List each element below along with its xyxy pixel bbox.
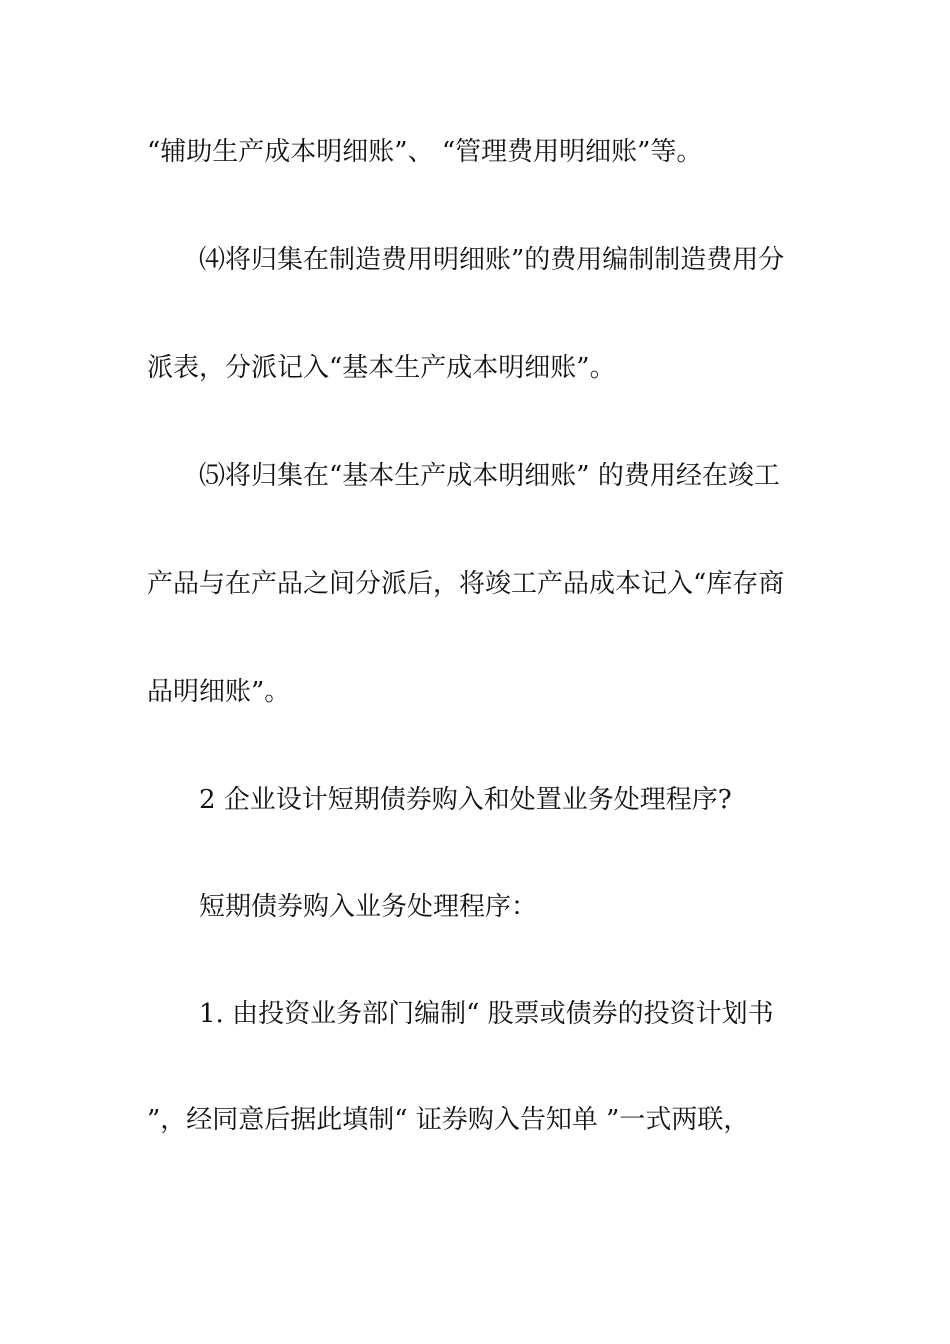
subheading: 短期债券购入业务处理程序： <box>199 892 538 922</box>
text-line-1: “辅助生产成本明细账”、 “管理费用明细账”等。 <box>147 137 703 167</box>
text-line-3: 派表，分派记入“基本生产成本明细账”。 <box>147 353 616 383</box>
text-line-4: ⑸将归集在“基本生产成本明细账” 的费用经在竣工 <box>199 461 780 491</box>
text-line-10: ”，经同意后据此填制“ 证券购入告知单 ”一式两联， <box>147 1105 750 1135</box>
section-heading: 2 企业设计短期债券购入和处置业务处理程序? <box>199 785 732 815</box>
text-line-2: ⑷将归集在制造费用明细账”的费用编制制造费用分 <box>199 245 785 275</box>
text-line-6: 品明细账”。 <box>147 677 291 707</box>
text-line-5: 产品与在产品之间分派后，将竣工产品成本记入“库存商 <box>147 569 785 599</box>
list-item-1: 1. 由投资业务部门编制“ 股票或债券的投资计划书 <box>199 999 774 1029</box>
